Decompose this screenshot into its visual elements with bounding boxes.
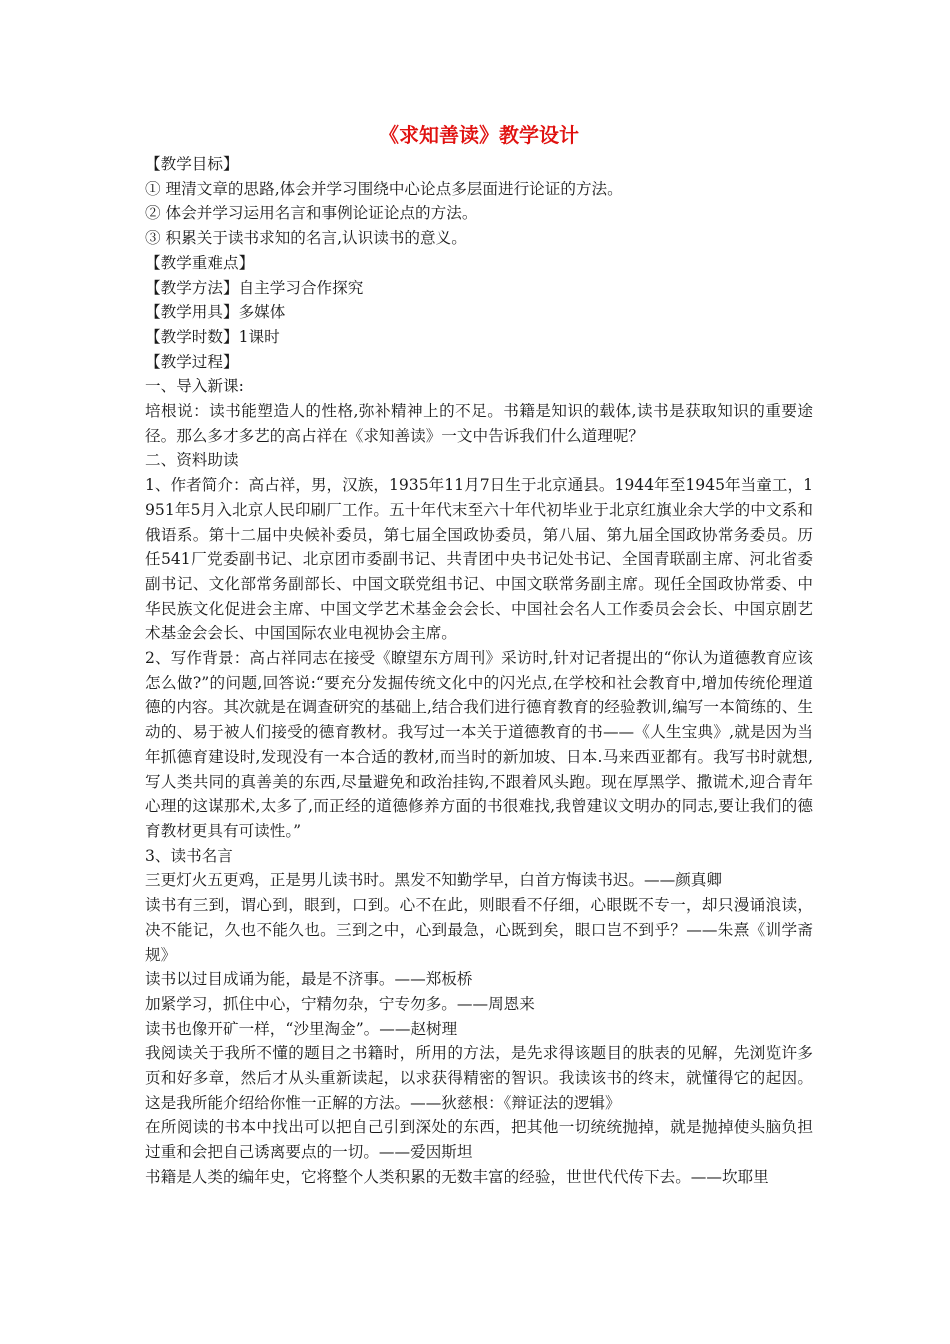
teaching-method: 【教学方法】自主学习合作探究 (145, 278, 364, 297)
subheading-introduction: 一、导入新课: (145, 377, 244, 396)
paragraph-introduction: 培根说：读书能塑造人的性格,弥补精神上的不足。书籍是知识的载体,读书是获取知识的重要途径。那么多才多艺的高占祥在《求知善读》一文中告诉我们什么道理呢？ (145, 402, 813, 445)
objective-item-1: ① 理清文章的思路,体会并学习围绕中心论点多层面进行论证的方法。 (145, 179, 623, 198)
section-heading-key-points: 【教学重难点】 (145, 253, 255, 272)
quote-7: 在所阅读的书本中找出可以把自己引到深处的东西，把其他一切统统抛掉，就是抛掉使头脑负担过重和会把自己诱离要点的一切。——爱因斯坦 (145, 1118, 813, 1162)
subheading-quotes: 3、读书名言 (145, 846, 233, 865)
quote-5: 读书也像开矿一样，“沙里淘金”。——赵树理 (145, 1019, 458, 1038)
subheading-materials: 二、资料助读 (145, 451, 239, 470)
document-title: 《求知善读》教学设计 (379, 123, 579, 147)
quote-6: 我阅读关于我所不懂的题目之书籍时，所用的方法，是先求得该题目的肤表的见解，先浏览许多页和好多章，然后才从头重新读起，以求获得精密的智识。我读该书的终末，就懂得它的起因。这是我所能介绍给你惟一正解的方法。——狄慈根：《辩证法的逻辑》 (145, 1044, 813, 1112)
quote-1: 三更灯火五更鸡，正是男儿读书时。黑发不知勤学早，白首方悔读书迟。——颜真卿 (145, 871, 722, 890)
teaching-hours: 【教学时数】1课时 (145, 327, 280, 346)
teaching-tools: 【教学用具】多媒体 (145, 303, 286, 322)
objective-item-2: ② 体会并学习运用名言和事例论证论点的方法。 (145, 204, 478, 223)
quote-4: 加紧学习，抓住中心，宁精勿杂，宁专勿多。——周恩来 (145, 994, 535, 1013)
section-heading-process: 【教学过程】 (145, 352, 239, 371)
quote-8: 书籍是人类的编年史，它将整个人类积累的无数丰富的经验，世世代代传下去。——坎耶里 (145, 1167, 769, 1186)
section-heading-objectives: 【教学目标】 (145, 155, 239, 173)
paragraph-background: 2、写作背景：高占祥同志在接受《瞭望东方周刊》采访时,针对记者提出的“你认为道德教育应该怎么做?”的问题,回答说:“要充分发掘传统文化中的闪光点,在学校和社会教育中,增加传统伦理道德的内容。其次就是在调查研究的基础上,结合我们进行德育教育的经验教训,编写一本简练的、生动的、易于被人们接受的德育教材。我写过一本关于道德教育的书——《人生宝典》,就是因为当年抓德育建设时,发现没有一本合适的教材,而当时的新加坡、日本.马来西亚都有。我写书时就想,写人类共同的真善美的东西,尽量避免和政治挂钩,不跟着风头跑。现在厚黑学、撒谎术,迎合青年心理的这谋那术,太多了,而正经的道德修养方面的书很难找,我曾建议文明办的同志,要让我们的德育教材更具有可读性。” (145, 649, 813, 840)
paragraph-author-bio: 1、作者简介：高占祥，男，汉族，1935年11月7日生于北京通县。1944年至1945年当童工，1951年5月入北京人民印刷厂工作。五十年代末至六十年代初毕业于北京红旗业余大学的中文系和俄语系。第十二届中央候补委员，第七届全国政协委员，第八届、第九届全国政协常务委员。历任541厂党委副书记、北京团市委副书记、共青团中央书记处书记、全国青联副主席、河北省委副书记、文化部常务副部长、中国文联党组书记、中国文联常务副主席。现任全国政协常委、中华民族文化促进会主席、中国文学艺术基金会会长、中国社会名人工作委员会会长、中国京剧艺术基金会会长、中国国际农业电视协会主席。 (145, 476, 813, 643)
objective-item-3: ③ 积累关于读书求知的名言,认识读书的意义。 (145, 229, 467, 248)
document-page (145, 120, 813, 1190)
quote-3: 读书以过目成诵为能，最是不济事。——郑板桥 (145, 970, 473, 989)
quote-2: 读书有三到，谓心到，眼到，口到。心不在此，则眼看不仔细，心眼既不专一，却只漫诵浪读，决不能记，久也不能久也。三到之中，心到最急，心既到矣，眼口岂不到乎？——朱熹《训学斋规》 (145, 896, 813, 964)
